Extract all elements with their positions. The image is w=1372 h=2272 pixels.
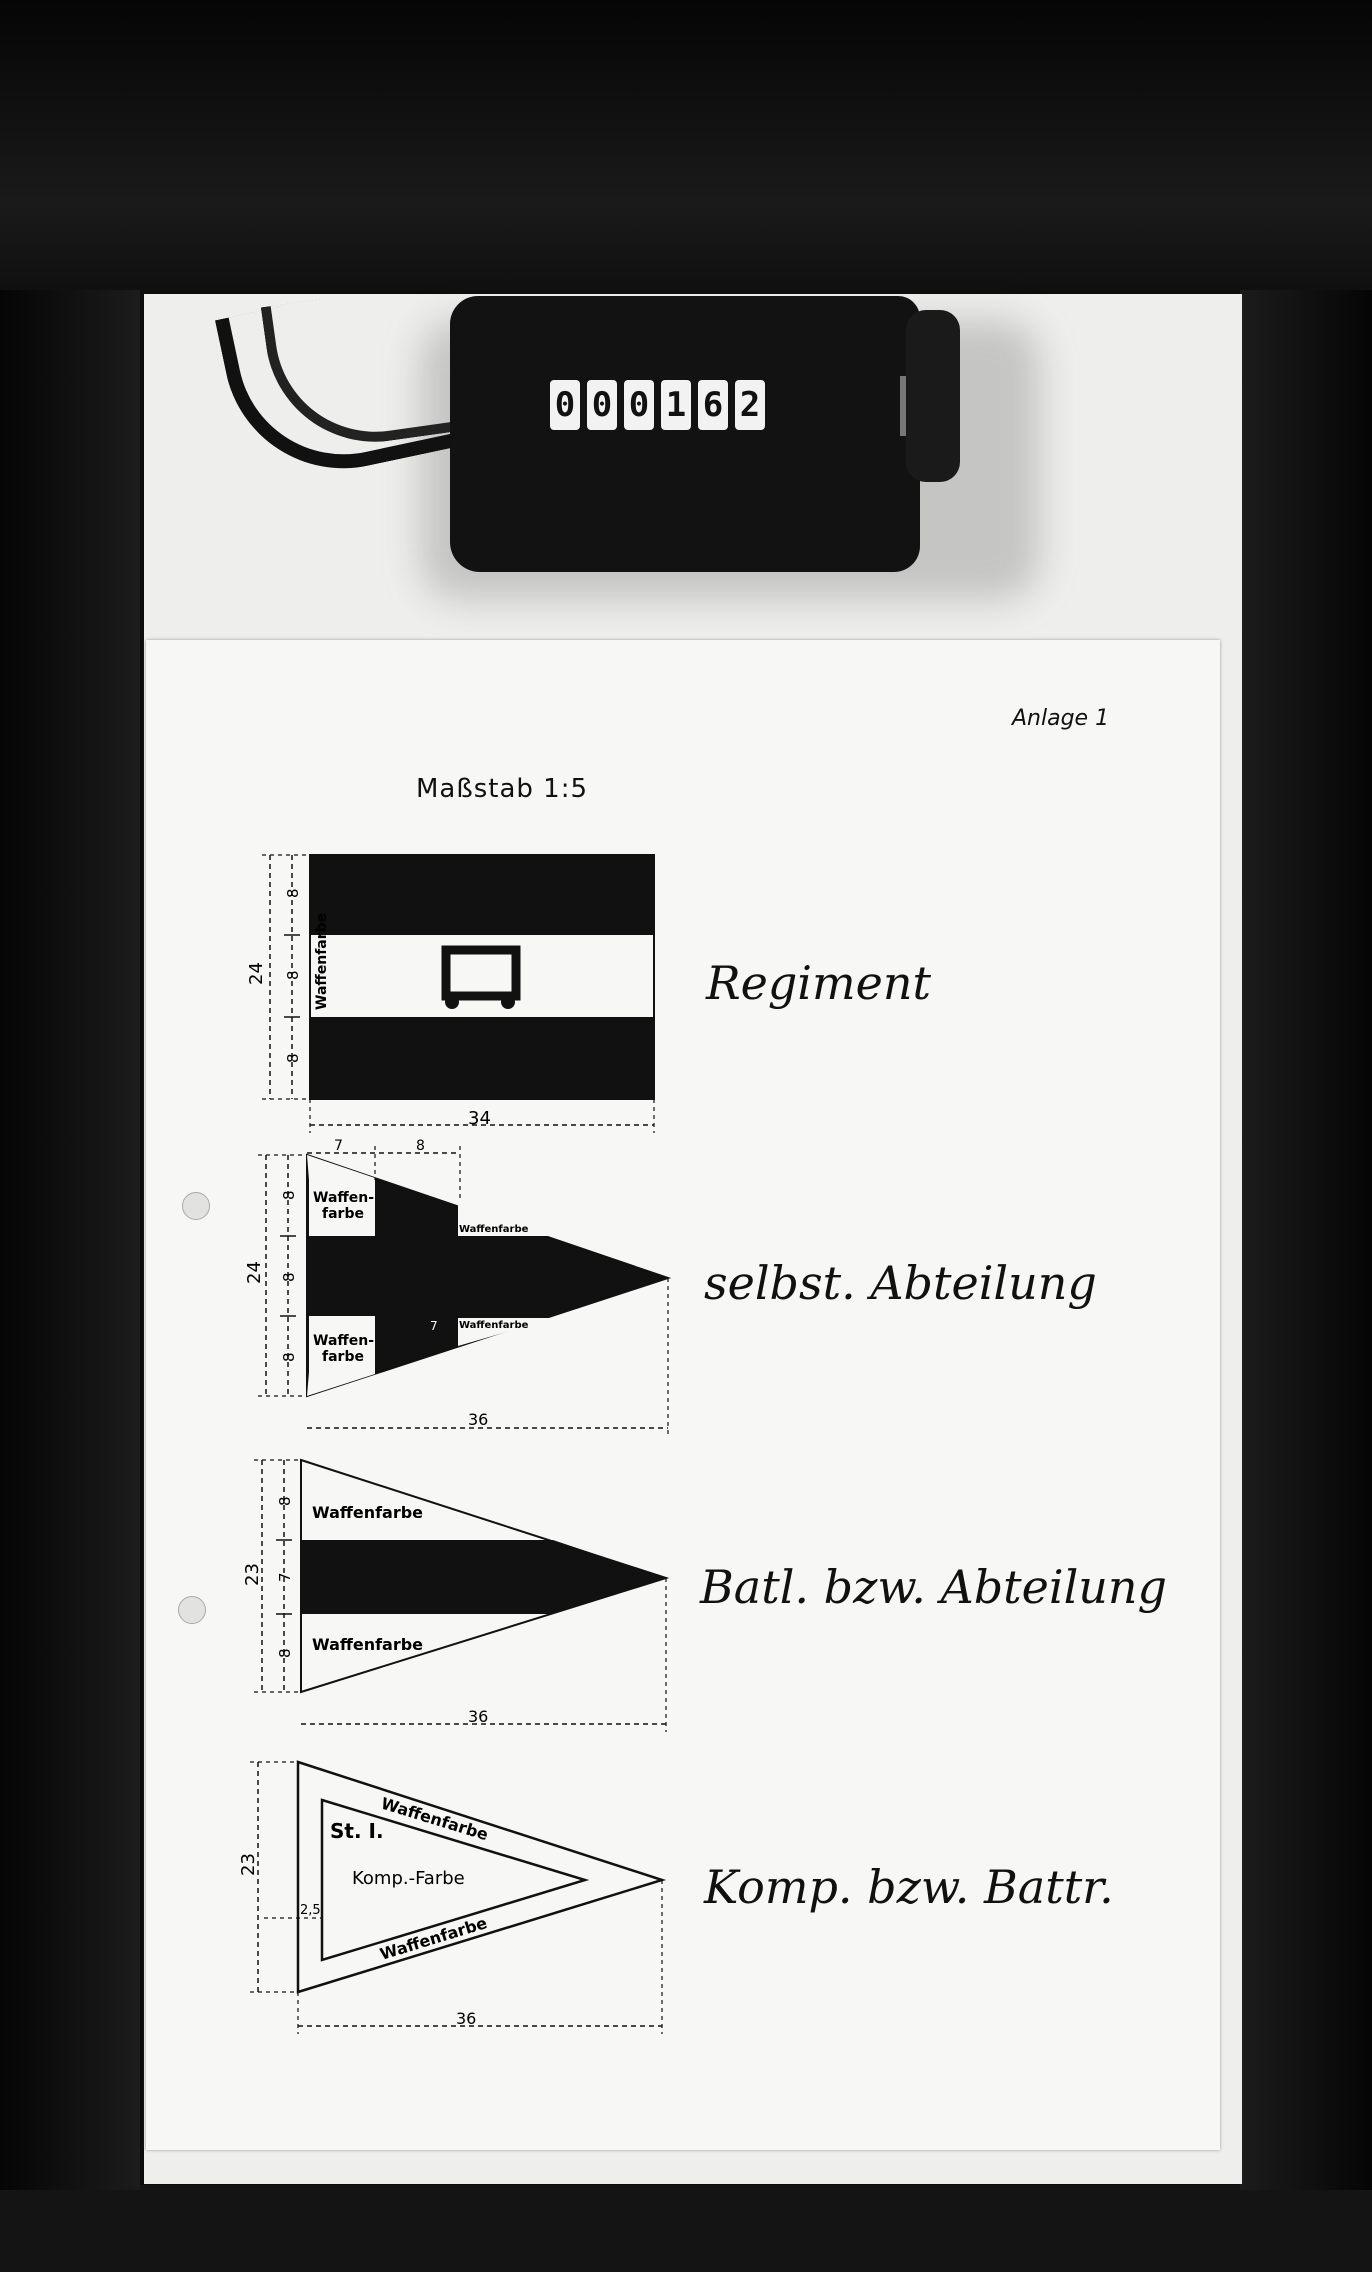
dim-label: 36 bbox=[456, 2009, 477, 2028]
scale-label: Maßstab 1:5 bbox=[416, 774, 589, 804]
field-label: Waffenfarbe bbox=[312, 1635, 424, 1654]
caption-regiment: Regiment bbox=[706, 956, 931, 1010]
dim-label: 7 bbox=[430, 1319, 438, 1333]
caption-company: Komp. bzw. Battr. bbox=[704, 1860, 1114, 1914]
field-label: Waffenfarbe bbox=[459, 1320, 529, 1331]
band-label: Waffenfarbe bbox=[314, 912, 330, 1010]
annex-label: Anlage 1 bbox=[1012, 706, 1110, 731]
dim-label: 8 bbox=[276, 1648, 294, 1658]
field-label: Waffen- bbox=[313, 1190, 375, 1206]
dim-label: 2,5 bbox=[300, 1903, 321, 1918]
flag-stripe-top bbox=[310, 855, 654, 935]
dim-label: 8 bbox=[280, 1190, 298, 1200]
dim-label: 34 bbox=[468, 1108, 491, 1129]
counter-digit: 0 bbox=[624, 380, 654, 430]
field-label: Waffenfarbe bbox=[459, 1224, 529, 1235]
dim-label: 23 bbox=[242, 1563, 263, 1586]
field-label: farbe bbox=[322, 1349, 364, 1365]
dim-label: 24 bbox=[244, 1261, 265, 1284]
dim-label: 36 bbox=[468, 1707, 489, 1726]
dim-label: 24 bbox=[246, 962, 267, 985]
regiment-flag bbox=[246, 855, 654, 1133]
field-label: St. I. bbox=[330, 1819, 384, 1843]
independent-detachment-pennant bbox=[244, 1138, 668, 1436]
pennant-stripe bbox=[301, 1540, 666, 1614]
battalion-pennant bbox=[242, 1460, 666, 1732]
dim-label: 8 bbox=[280, 1272, 298, 1282]
dim-label: 8 bbox=[284, 1053, 302, 1063]
dim-label: 8 bbox=[284, 888, 302, 898]
counter-digit: 6 bbox=[698, 380, 728, 430]
company-pennant bbox=[238, 1762, 662, 2034]
caption-independent-detachment: selbst. Abteilung bbox=[704, 1256, 1097, 1310]
field-label: Waffenfarbe bbox=[377, 1913, 490, 1964]
caption-battalion: Batl. bzw. Abteilung bbox=[700, 1560, 1168, 1614]
dim-label: 8 bbox=[276, 1496, 294, 1506]
counter-digit: 0 bbox=[550, 380, 580, 430]
dim-label: 7 bbox=[334, 1138, 343, 1154]
dim-label: 7 bbox=[276, 1572, 294, 1582]
dim-label: 8 bbox=[416, 1138, 425, 1154]
counter-digit: 1 bbox=[661, 380, 691, 430]
dim-label: 8 bbox=[280, 1352, 298, 1362]
flag-stripe-bottom bbox=[310, 1017, 654, 1099]
counter-digit: 0 bbox=[587, 380, 617, 430]
dim-label: 36 bbox=[468, 1410, 489, 1429]
dim-label: 8 bbox=[284, 970, 302, 980]
dim-label: 23 bbox=[238, 1853, 259, 1876]
field-label: Komp.-Farbe bbox=[352, 1868, 465, 1889]
field-label: farbe bbox=[322, 1206, 364, 1222]
field-label: Waffenfarbe bbox=[312, 1503, 424, 1522]
field-label: Waffen- bbox=[313, 1333, 375, 1349]
field-label: Waffenfarbe bbox=[378, 1793, 491, 1845]
counter-digit: 2 bbox=[735, 380, 765, 430]
